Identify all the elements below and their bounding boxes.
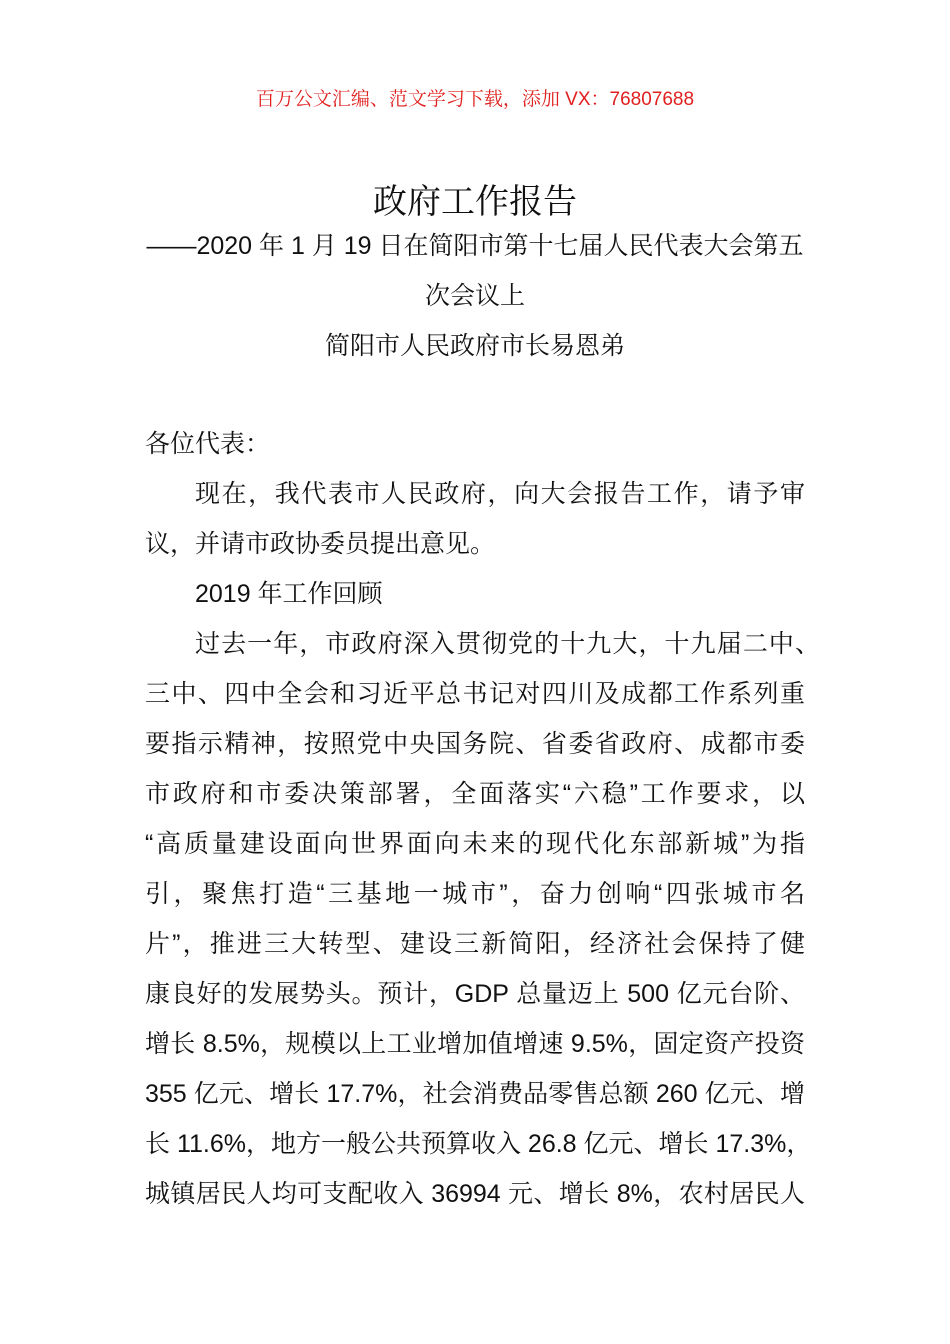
body-line: 康良好的发展势头。预计，GDP 总量迈上 500 亿元台阶、 — [145, 980, 805, 1008]
body-line: 过去一年，市政府深入贯彻党的十九大，十九届二中、 — [195, 630, 820, 658]
body-line: 三中、四中全会和习近平总书记对四川及成都工作系列重 — [145, 680, 805, 708]
subtitle-line: ——2020 年 1 月 19 日在简阳市第十七届人民代表大会第五 — [146, 232, 804, 260]
body-line: 现在，我代表市人民政府，向大会报告工作，请予审 — [195, 480, 805, 508]
body-line: “高质量建设面向世界面向未来的现代化东部新城”为指 — [145, 830, 805, 858]
body-line: 片”，推进三大转型、建设三新简阳，经济社会保持了健 — [145, 930, 805, 958]
document-body — [145, 419, 820, 1219]
salutation: 各位代表： — [145, 430, 271, 458]
subtitle-line: 次会议上 — [424, 282, 525, 310]
body-line: 引，聚焦打造“三基地一城市”，奋力创响“四张城市名 — [145, 880, 805, 908]
author-line: 简阳市人民政府市长易恩弟 — [324, 332, 625, 360]
body-line: 355 亿元、增长 17.7%，社会消费品零售总额 260 亿元、增 — [145, 1080, 805, 1108]
body-line: 长 11.6%，地方一般公共预算收入 26.8 亿元、增长 17.3%， — [145, 1130, 812, 1158]
body-line: 要指示精神，按照党中央国务院、省委省政府、成都市委 — [145, 730, 805, 758]
body-line: 市政府和市委决策部署，全面落实“六稳”工作要求，以 — [145, 780, 805, 808]
body-line: 城镇居民人均可支配收入 36994 元、增长 8%，农村居民人 — [145, 1180, 805, 1208]
body-line: 议，并请市政协委员提出意见。 — [145, 530, 496, 558]
section-heading: 2019 年工作回顾 — [195, 580, 383, 608]
body-line: 增长 8.5%，规模以上工业增加值增速 9.5%，固定资产投资 — [145, 1030, 805, 1058]
document-title: 政府工作报告 — [373, 183, 577, 221]
watermark-banner: 百万公文汇编、范文学习下载，添加 VX：76807688 — [255, 89, 695, 110]
